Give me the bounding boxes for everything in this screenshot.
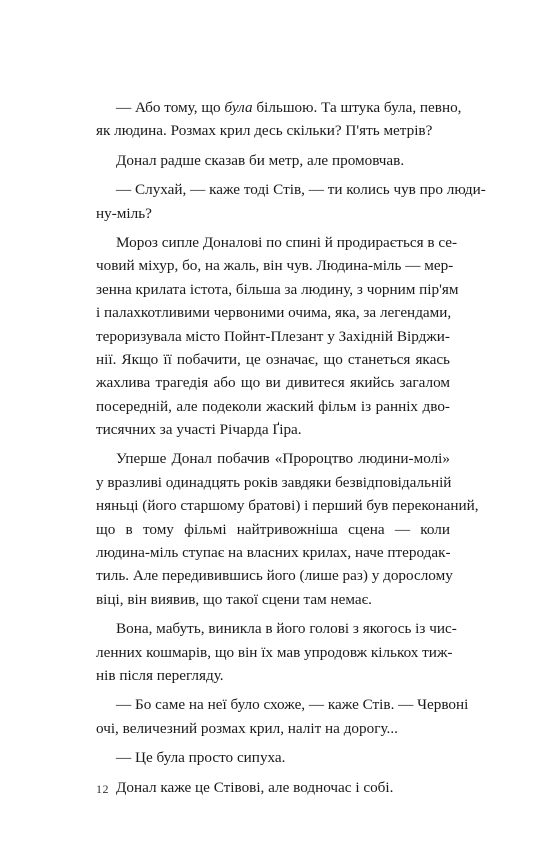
text-line: — Це була просто сипуха. xyxy=(116,749,286,767)
text-line: ну-міль? xyxy=(96,204,152,222)
text-line: зенна крилата істота, більша за людину, з чорним пір'ям xyxy=(96,280,459,298)
text-run: — Або тому, що xyxy=(116,99,225,116)
text-line: тисячних за участі Річарда Ґіра. xyxy=(96,421,302,439)
text-line: тероризувала місто Пойнт-Плезант у Західній Вірджи- xyxy=(96,327,450,345)
text-line: у вразливі одинадцять років завдяки безвідповідальній xyxy=(96,473,452,491)
text-line: Донал каже це Стівові, але водночас і собі. xyxy=(116,778,394,796)
text-line: Уперше Донал побачив «Пророцтво людини-молі» xyxy=(116,450,450,468)
text-line: що в тому фільмі найтривожніша сцена — коли xyxy=(96,520,450,538)
text-line: як людина. Розмах крил десь скільки? П'ять метрів? xyxy=(96,122,433,140)
text-line: Вона, мабуть, виникла в його голові з якогось із чис- xyxy=(116,620,457,638)
paragraph-3 xyxy=(96,178,486,225)
paragraph-9 xyxy=(96,776,450,799)
paragraph-4 xyxy=(96,231,459,442)
paragraph-5 xyxy=(96,447,479,611)
paragraph-8 xyxy=(96,746,450,769)
text-line: і палахкотливими червоними очима, яка, за легендами, xyxy=(96,304,452,322)
text-line: — Слухай, — каже тоді Стів, — ти колись чув про люди- xyxy=(116,181,486,199)
text-run: більшою. Та штука була, певно, xyxy=(252,99,462,116)
text-line: жахлива трагедія або що ви дивитеся якийсь загалом xyxy=(96,374,450,392)
paragraph-6 xyxy=(96,617,457,687)
text-line: людина-міль ступає на власних крилах, наче птеродак- xyxy=(96,544,451,562)
page-number: 12 xyxy=(96,782,109,796)
text-line: Донал радше сказав би метр, але промовчав. xyxy=(116,151,405,169)
text-line xyxy=(96,96,462,119)
paragraph-2 xyxy=(96,149,450,172)
text-line: очі, величезний розмах крил, наліт на дорогу... xyxy=(96,719,398,737)
paragraph-1 xyxy=(96,96,462,143)
text-line: нії. Якщо її побачити, це означає, що станеться якась xyxy=(96,350,450,368)
paragraph-7 xyxy=(96,693,469,740)
text-line: тиль. Але передивившись його (лише раз) у дорослому xyxy=(96,567,453,585)
text-line: ленних кошмарів, що він їх мав упродовж кількох тиж- xyxy=(96,643,453,661)
text-line: човий міхур, бо, на жаль, він чув. Людина-міль — мер- xyxy=(96,257,454,275)
text-line: посередній, але подеколи жаский фільм із ранніх дво- xyxy=(96,397,450,415)
text-line: нів після перегляду. xyxy=(96,666,224,684)
italic-run: була xyxy=(224,99,253,116)
text-line: віці, він виявив, що такої сцени там немає. xyxy=(96,590,372,608)
text-line: — Бо саме на неї було схоже, — каже Стів. — Червоні xyxy=(116,696,469,714)
text-line: Мороз сипле Доналові по спині й продирається в се- xyxy=(116,233,458,251)
text-line: няньці (його старшому братові) і перший був переконаний, xyxy=(96,497,479,515)
body-text xyxy=(96,96,486,799)
